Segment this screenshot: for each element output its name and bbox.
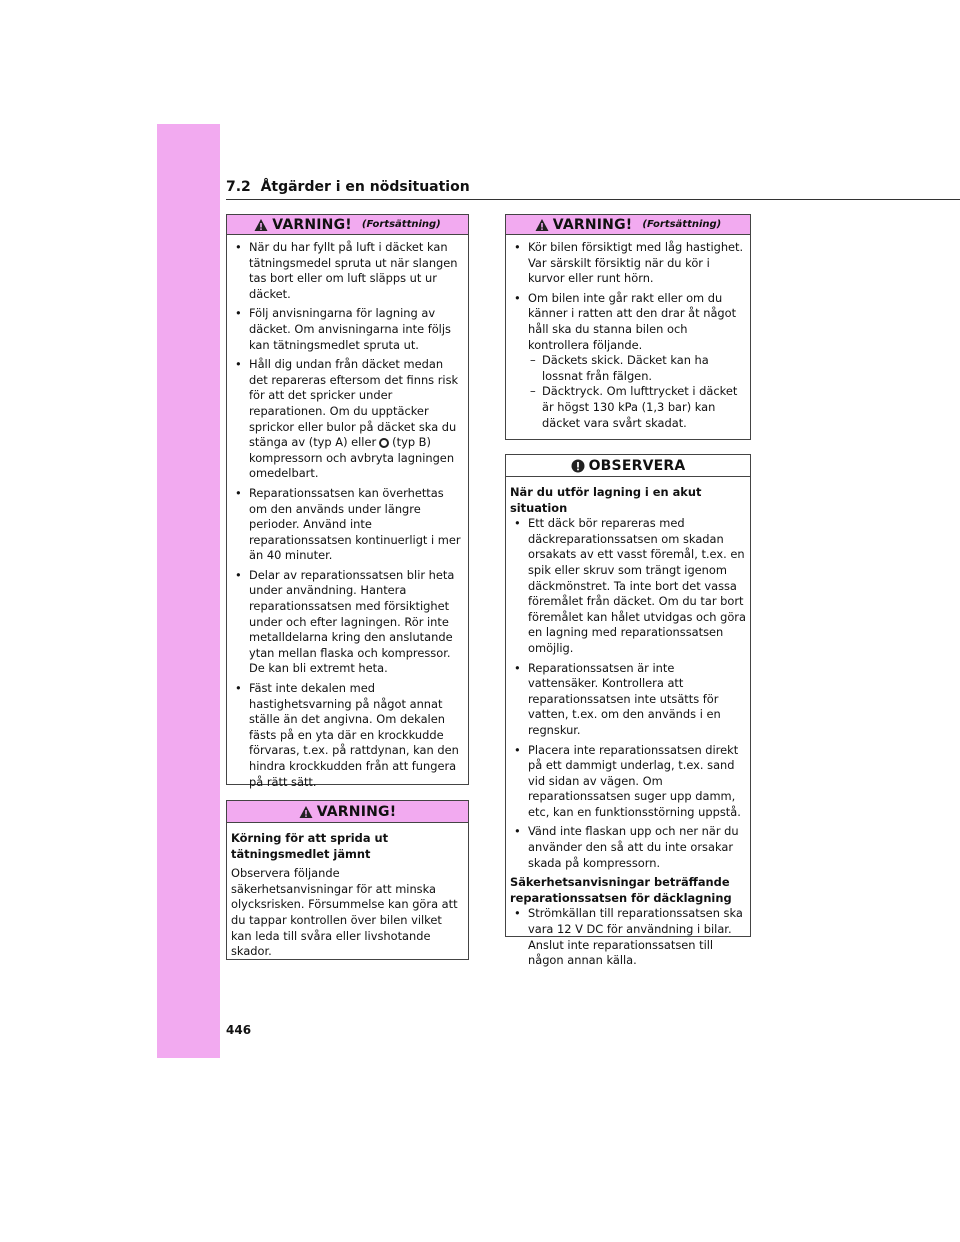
- warning-subitem: – Däcktryck. Om lufttrycket i däcket är högst 130 kPa (1,3 bar) kan däcket vara svårt skadat.: [528, 384, 746, 431]
- warning-item: • Kör bilen försiktigt med låg hastighet. Var särskilt försiktig när du kör i kurvor eller runt hörn.: [510, 240, 746, 287]
- warning-title: VARNING!: [316, 803, 397, 820]
- compressor-switch-icon: [379, 438, 389, 448]
- warning-subitem: – Däckets skick. Däcket kan ha lossnat från fälgen.: [528, 353, 746, 384]
- warning-lead: Körning för att sprida ut tätningsmedlet jämnt: [231, 831, 389, 861]
- notice-item: • Strömkällan till reparationssatsen ska vara 12 V DC för användning i bilar. Anslut inte reparationssatsen till någon annan källa.: [510, 906, 746, 968]
- warning-box-continued-left: [226, 214, 469, 789]
- warning-item: • Fäst inte dekalen med hastighetsvarning på något annat ställe än det angivna. Om dekalen fästs på en yta där en krockkudde förvaras, t.ex. på rattdynan, kan den hindra krockkudden från att fungera på rätt sätt.: [231, 681, 464, 790]
- warning-triangle-icon: [254, 218, 268, 232]
- warning-item: • När du har fyllt på luft i däcket kan tätningsmedel spruta ut när slangen tas bort eller om luft släpps ut ur däcket.: [231, 240, 464, 302]
- notice-box: [505, 454, 751, 968]
- warning-item: [231, 357, 464, 482]
- notice-item: • Vänd inte flaskan upp och ner när du använder den så att du inte orsakar skada på kompressorn.: [510, 824, 746, 871]
- notice-item: • Placera inte reparationssatsen direkt på ett dammigt underlag, t.ex. sand vid sidan av vägen. Om reparationssatsen suger upp damm, etc, kan en funktionsstörning uppstå.: [510, 743, 746, 821]
- section-title: Åtgärder i en nödsituation: [260, 179, 470, 195]
- notice-icon: [571, 459, 585, 473]
- warning-item: • Reparationssatsen kan överhettas om den används under längre perioder. Använd inte reparationssatsen kontinuerligt i mer än 40 minuter.: [231, 486, 464, 564]
- warning-triangle-icon: [535, 218, 549, 232]
- notice-lead: Säkerhetsanvisningar beträffande reparationssatsen för däcklagning: [510, 875, 732, 905]
- notice-item: • Reparationssatsen är inte vattensäker. Kontrollera att reparationssatsen inte utsätts för vatten, t.ex. om den används i en regnskur.: [510, 661, 746, 739]
- warning-text: Observera följande säkerhetsanvisningar för att minska olycksrisken. Försummelse kan göra att du tappar kontrollen över bilen vilket kan leda till svåra eller livshotande skador.: [231, 866, 458, 959]
- section-heading: [226, 178, 960, 196]
- warning-item-text: (typ B) kompressorn och avbryta lagningen omedelbart.: [249, 435, 455, 481]
- warning-title: VARNING!: [552, 216, 633, 233]
- warning-box-left: [226, 800, 469, 960]
- warning-header: [506, 215, 750, 235]
- warning-subtitle: (Fortsättning): [361, 219, 441, 230]
- warning-box-continued-right: [505, 214, 751, 440]
- section-number: 7.2: [226, 179, 251, 195]
- page-number: 446: [226, 1023, 252, 1037]
- warning-header: [227, 215, 468, 235]
- warning-triangle-icon: [299, 805, 313, 819]
- notice-title: OBSERVERA: [588, 457, 686, 474]
- warning-subtitle: (Fortsättning): [642, 219, 722, 230]
- warning-header: [227, 801, 468, 823]
- warning-item-text: Om bilen inte går rakt eller om du känner i ratten att den drar åt något håll ska du stanna bilen och kontrollera följande.: [528, 290, 737, 352]
- chapter-side-tab: [157, 124, 220, 1058]
- notice-lead: När du utför lagning i en akut situation: [510, 485, 702, 515]
- notice-header: [506, 455, 750, 477]
- warning-item: • Delar av reparationssatsen blir heta under användning. Hantera reparationssatsen med försiktighet under och efter lagningen. Rör inte metalldelarna kring den anslutande ytan mellan flaska och kompressor. De kan bli extremt heta.: [231, 568, 464, 677]
- heading-divider: [226, 199, 960, 200]
- warning-title: VARNING!: [272, 216, 352, 233]
- warning-item: • Följ anvisningarna för lagning av däcket. Om anvisningarna inte följs kan tätningsmedlet spruta ut.: [231, 306, 464, 353]
- warning-item: [510, 291, 746, 431]
- warning-item-text: Håll dig undan från däcket medan det repareras eftersom det finns risk för att det spricker under reparationen. Om du upptäcker sprickor eller bulor på däcket ska du stänga av (typ A) eller: [249, 357, 459, 450]
- notice-item: • Ett däck bör repareras med däckreparationssatsen om skadan orsakats av ett vasst föremål, t.ex. en spik eller skruv som trängt igenom däckmönstret. Ta inte bort det vassa föremålet från däcket. Om du tar bort föremålet kan hålet utvidgas och göra en lagning med reparationssatsen omöjlig.: [510, 516, 746, 656]
